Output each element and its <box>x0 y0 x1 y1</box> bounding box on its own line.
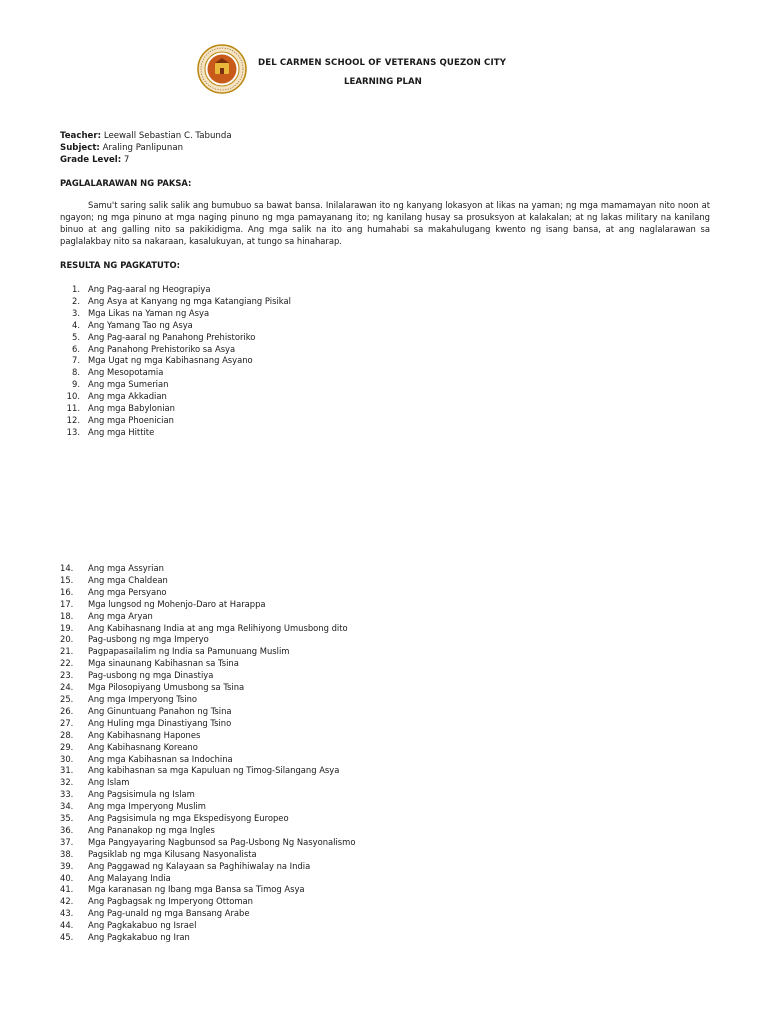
list-item-number: 26. <box>60 705 74 716</box>
list-item <box>60 730 355 742</box>
list-item-number: 38. <box>60 848 74 859</box>
list-item-number: 23. <box>60 670 74 681</box>
list-item-text: Ang mga Imperyong Tsino <box>88 693 198 704</box>
list-item-number: 11. <box>66 403 80 414</box>
list-item-text: Ang Pagsisimula ng mga Ekspedisyong Europeo <box>88 813 289 824</box>
list-item-text: Ang Malayang India <box>88 872 171 883</box>
list-item-text: Ang Pag-unald ng mga Bansang Arabe <box>88 908 250 919</box>
section-heading-paksa: PAGLALARAWAN NG PAKSA: <box>60 178 192 188</box>
list-item <box>60 825 355 837</box>
list-item <box>60 765 355 777</box>
list-item-text: Ang Pagkakabuo ng Israel <box>88 920 197 931</box>
list-item-text: Ang mga Sumerian <box>88 379 169 390</box>
list-item-text: Ang Huling mga Dinastiyang Tsino <box>88 717 232 728</box>
list-item-text: Ang mga Assyrian <box>88 563 164 573</box>
list-item-number: 29. <box>60 741 74 752</box>
list-item-text: Pagpapasailalim ng India sa Pamunuang Muslim <box>88 646 290 657</box>
list-item <box>60 754 355 766</box>
list-item <box>60 355 291 367</box>
list-item-text: Ang Ginuntuang Panahon ng Tsina <box>88 705 232 716</box>
list-item <box>60 813 355 825</box>
list-item <box>60 427 291 439</box>
list-item-number: 34. <box>60 801 74 812</box>
list-item-text: Pag-usbong ng mga Dinastiya <box>88 670 214 681</box>
section-heading-resulta: RESULTA NG PAGKATUTO: <box>60 260 180 270</box>
list-item-number: 18. <box>60 610 74 621</box>
list-item-number: 19. <box>60 622 74 633</box>
list-item-text: Ang Islam <box>88 777 130 788</box>
list-item-text: Pag-usbong ng mga Imperyo <box>88 634 209 645</box>
list-item-number: 30. <box>60 753 74 764</box>
list-item-number: 6. <box>72 343 80 354</box>
list-item <box>60 308 291 320</box>
list-item-number: 4. <box>72 319 80 330</box>
list-item <box>60 932 355 944</box>
list-item-number: 31. <box>60 765 74 776</box>
list-item-number: 14. <box>60 563 74 573</box>
list-item-text: Pagsiklab ng mga Kilusang Nasyonalista <box>88 848 257 859</box>
list-item-number: 5. <box>72 331 80 342</box>
list-item-number: 7. <box>72 355 80 366</box>
list-item <box>60 623 355 635</box>
list-item-text: Mga Likas na Yaman ng Asya <box>88 307 210 318</box>
list-item-text: Ang Pagsisimula ng Islam <box>88 789 195 800</box>
list-item <box>60 682 355 694</box>
list-item-text: Mga Pilosopiyang Umusbong sa Tsina <box>88 682 245 693</box>
list-item-text: Ang Kabihasnang Koreano <box>88 741 198 752</box>
list-item-text: Ang mga Persyano <box>88 586 167 597</box>
list-item-number: 35. <box>60 813 74 824</box>
list-item-text: Ang mga Phoenician <box>88 414 174 425</box>
list-item-text: Ang mga Babylonian <box>88 403 175 414</box>
document-title: LEARNING PLAN <box>344 77 422 87</box>
teacher-line <box>60 130 232 142</box>
list-item <box>60 575 355 587</box>
list-item <box>60 344 291 356</box>
list-item-number: 22. <box>60 658 74 669</box>
list-item-number: 1. <box>72 284 80 294</box>
plan-meta <box>60 130 232 166</box>
school-seal-logo <box>196 44 248 94</box>
list-item <box>60 777 355 789</box>
list-item <box>60 837 355 849</box>
list-item <box>60 908 355 920</box>
subject-label: Subject: <box>60 143 100 153</box>
list-item <box>60 587 355 599</box>
list-item <box>60 658 355 670</box>
list-item <box>60 296 291 308</box>
list-item-text: Ang mga Chaldean <box>88 574 168 585</box>
paksa-paragraph: Samu't saring salik salik ang bumubuo sa bawat bansa. Inilalarawan ito ng kanyang lokasyon at likas na yaman; ng mga mamamayan nito noon at ngayon; ng mga pinuno at mga naging pinuno ng mga pamayanang ito; ng kanilang husay sa prosuksyon at kalakalan; at ng lakas military na kanilang binuo at ang galling nito sa pakikidigma. Ang mga salik na ito ang humahabi sa makahulugang kwento ng isang bansa, at ang naglalarawan sa paglalakbay nito sa nakaraan, kasalukuyan, at tungo sa hinaharap. <box>60 200 710 246</box>
list-item <box>60 284 291 296</box>
list-item <box>60 694 355 706</box>
list-item <box>60 789 355 801</box>
list-item-number: 10. <box>66 391 80 402</box>
list-item-text: Mga karanasan ng Ibang mga Bansa sa Timog Asya <box>88 884 305 895</box>
list-item-number: 17. <box>60 598 74 609</box>
list-item <box>60 920 355 932</box>
list-item-text: Ang Pananakop ng mga Ingles <box>88 824 215 835</box>
list-item <box>60 718 355 730</box>
subject-value: Araling Panlipunan <box>102 143 184 153</box>
list-item-text: Ang Asya at Kanyang ng mga Katangiang Pisikal <box>88 295 291 306</box>
list-item-text: Ang Yamang Tao ng Asya <box>88 319 193 330</box>
list-item-text: Ang mga Akkadian <box>88 391 167 402</box>
grade-label: Grade Level: <box>60 155 122 165</box>
list-item <box>60 706 355 718</box>
list-item-number: 24. <box>60 682 74 693</box>
list-item <box>60 646 355 658</box>
list-item <box>60 884 355 896</box>
list-item <box>60 611 355 623</box>
list-item-text: Ang Pag-aaral ng Heograpiya <box>88 284 211 294</box>
list-item-number: 33. <box>60 789 74 800</box>
list-item-text: Mga Pangyayaring Nagbunsod sa Pag-Usbong Ng Nasyonalismo <box>88 836 356 847</box>
list-item-number: 32. <box>60 777 74 788</box>
learning-outcomes-list-part2 <box>60 563 355 944</box>
list-item-text: Ang Pag-aaral ng Panahong Prehistoriko <box>88 331 256 342</box>
list-item-text: Mga sinaunang Kabihasnan sa Tsina <box>88 658 239 669</box>
list-item-number: 43. <box>60 908 74 919</box>
school-name: DEL CARMEN SCHOOL OF VETERANS QUEZON CITY <box>258 58 507 68</box>
list-item-text: Ang Kabihasnang Hapones <box>88 729 201 740</box>
list-item-text: Ang mga Imperyong Muslim <box>88 801 206 812</box>
learning-outcomes-list-part1 <box>60 284 291 439</box>
list-item <box>60 403 291 415</box>
list-item-text: Ang Paggawad ng Kalayaan sa Paghihiwalay na India <box>88 860 311 871</box>
list-item <box>60 391 291 403</box>
list-item-text: Ang mga Aryan <box>88 610 153 621</box>
teacher-value: Leewall Sebastian C. Tabunda <box>103 131 232 141</box>
list-item-text: Ang mga Kabihasnan sa Indochina <box>88 753 233 764</box>
subject-line <box>60 142 232 154</box>
list-item <box>60 332 291 344</box>
list-item-number: 9. <box>72 379 80 390</box>
list-item <box>60 873 355 885</box>
grade-value: 7 <box>123 155 130 165</box>
list-item <box>60 634 355 646</box>
grade-line <box>60 154 232 166</box>
list-item <box>60 415 291 427</box>
list-item <box>60 320 291 332</box>
list-item-number: 21. <box>60 646 74 657</box>
list-item-number: 16. <box>60 586 74 597</box>
list-item <box>60 849 355 861</box>
list-item-text: Ang Pagkakabuo ng Iran <box>88 932 190 943</box>
list-item-number: 12. <box>66 414 80 425</box>
list-item-number: 20. <box>60 634 74 645</box>
list-item <box>60 896 355 908</box>
list-item-text: Ang mga Hittite <box>88 426 155 437</box>
list-item <box>60 742 355 754</box>
list-item-number: 45. <box>60 932 74 943</box>
list-item-text: Ang Kabihasnang India at ang mga Relihiyong Umusbong dito <box>88 622 348 633</box>
list-item-number: 25. <box>60 693 74 704</box>
list-item-number: 36. <box>60 824 74 835</box>
list-item-text: Ang Pagbagsak ng Imperyong Ottoman <box>88 896 253 907</box>
list-item-text: Mga Ugat ng mga Kabihasnang Asyano <box>88 355 253 366</box>
list-item-number: 39. <box>60 860 74 871</box>
list-item-number: 27. <box>60 717 74 728</box>
list-item-text: Ang kabihasnan sa mga Kapuluan ng Timog-Silangang Asya <box>88 765 340 776</box>
list-item <box>60 563 355 575</box>
list-item-number: 2. <box>72 295 80 306</box>
list-item-number: 37. <box>60 836 74 847</box>
list-item-number: 3. <box>72 307 80 318</box>
list-item-number: 28. <box>60 729 74 740</box>
list-item <box>60 861 355 873</box>
list-item-text: Mga lungsod ng Mohenjo-Daro at Harappa <box>88 598 266 609</box>
list-item-number: 8. <box>72 367 80 378</box>
list-item-number: 41. <box>60 884 74 895</box>
list-item <box>60 367 291 379</box>
list-item-number: 40. <box>60 872 74 883</box>
list-item-number: 44. <box>60 920 74 931</box>
teacher-label: Teacher: <box>60 131 102 141</box>
list-item-number: 15. <box>60 574 74 585</box>
list-item <box>60 379 291 391</box>
list-item <box>60 801 355 813</box>
list-item-text: Ang Panahong Prehistoriko sa Asya <box>88 343 236 354</box>
list-item <box>60 599 355 611</box>
list-item-number: 42. <box>60 896 74 907</box>
list-item <box>60 670 355 682</box>
list-item-number: 13. <box>66 426 80 437</box>
list-item-text: Ang Mesopotamia <box>88 367 164 378</box>
